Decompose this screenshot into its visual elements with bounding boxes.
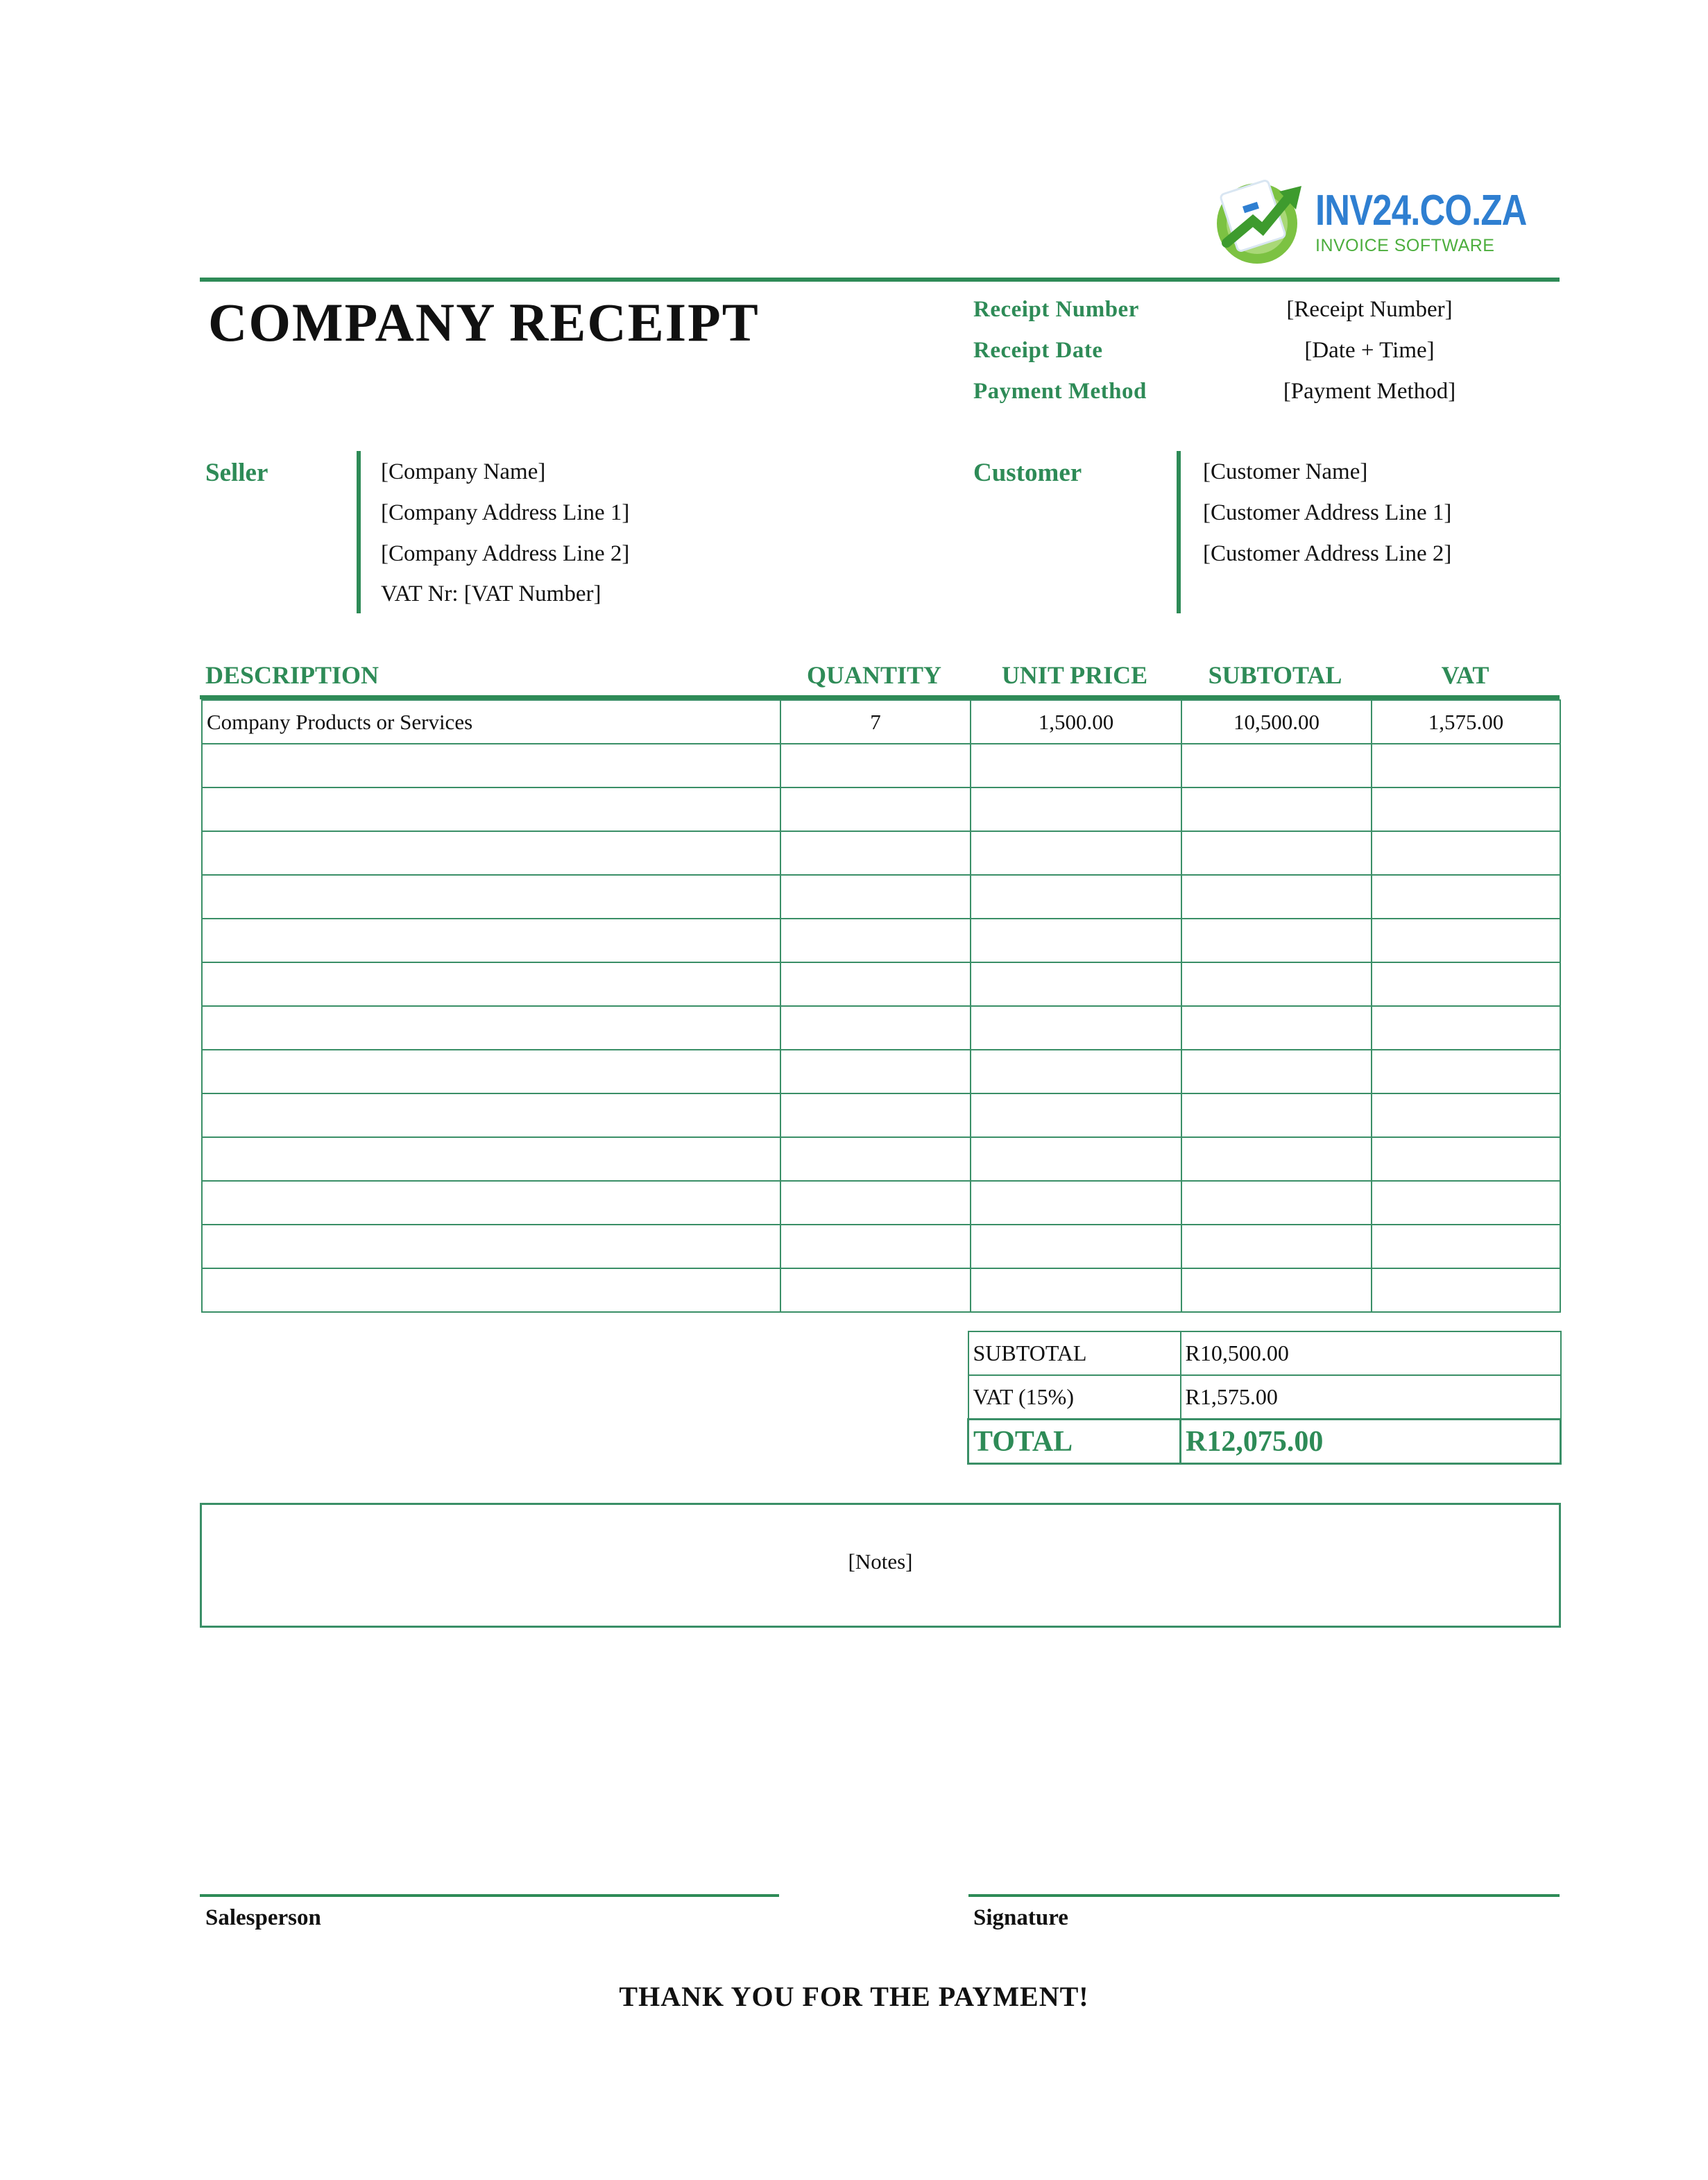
cell-unit-price — [971, 919, 1181, 962]
cell-unit-price — [971, 1093, 1181, 1137]
cell-description — [202, 875, 780, 919]
cell-description — [202, 962, 780, 1006]
table-row — [202, 1050, 1560, 1093]
signature-label: Signature — [973, 1905, 1068, 1930]
receipt-number-label: Receipt Number — [973, 297, 1139, 322]
cell-unit-price — [971, 1181, 1181, 1225]
cell-subtotal — [1181, 787, 1372, 831]
cell-quantity — [780, 744, 971, 787]
cell-subtotal — [1181, 831, 1372, 875]
cell-vat — [1372, 919, 1560, 962]
cell-vat — [1372, 1225, 1560, 1268]
table-row — [202, 831, 1560, 875]
cell-subtotal — [1181, 1268, 1372, 1312]
cell-unit-price — [971, 1137, 1181, 1181]
line-items-table — [201, 699, 1561, 1313]
cell-description — [202, 1225, 780, 1268]
table-row — [202, 1181, 1560, 1225]
cell-vat: 1,575.00 — [1372, 700, 1560, 744]
cell-subtotal — [1181, 1181, 1372, 1225]
cell-vat — [1372, 1181, 1560, 1225]
seller-label: Seller — [205, 459, 268, 487]
seller-address-line-2: [Company Address Line 2] — [381, 541, 630, 566]
customer-address-line-1: [Customer Address Line 1] — [1203, 500, 1452, 525]
vat-row — [968, 1375, 1561, 1420]
customer-name: [Customer Name] — [1203, 459, 1368, 484]
cell-quantity: 7 — [780, 700, 971, 744]
column-header-quantity: QUANTITY — [806, 661, 942, 689]
cell-quantity — [780, 1050, 971, 1093]
table-row — [202, 875, 1560, 919]
subtotal-label: SUBTOTAL — [968, 1331, 1181, 1375]
total-row — [968, 1420, 1561, 1464]
table-row — [202, 787, 1560, 831]
thank-you-message: THANK YOU FOR THE PAYMENT! — [619, 1981, 1089, 2012]
cell-unit-price — [971, 962, 1181, 1006]
cell-description — [202, 1268, 780, 1312]
receipt-number-value: [Receipt Number] — [1286, 297, 1453, 322]
receipt-date-value: [Date + Time] — [1304, 338, 1435, 363]
cell-quantity — [780, 1225, 971, 1268]
cell-subtotal: 10,500.00 — [1181, 700, 1372, 744]
cell-description — [202, 1050, 780, 1093]
cell-description — [202, 1181, 780, 1225]
cell-description — [202, 1006, 780, 1050]
cell-vat — [1372, 875, 1560, 919]
subtotal-row — [968, 1331, 1561, 1375]
cell-subtotal — [1181, 1093, 1372, 1137]
cell-subtotal — [1181, 744, 1372, 787]
table-row — [202, 962, 1560, 1006]
customer-address-line-2: [Customer Address Line 2] — [1203, 541, 1452, 566]
cell-vat — [1372, 962, 1560, 1006]
cell-unit-price — [971, 1225, 1181, 1268]
seller-vat-number: VAT Nr: [VAT Number] — [381, 581, 601, 606]
cell-unit-price: 1,500.00 — [971, 700, 1181, 744]
logo-icon — [1213, 172, 1310, 266]
vat-value: R1,575.00 — [1181, 1375, 1561, 1420]
column-header-subtotal: SUBTOTAL — [1208, 661, 1342, 689]
cell-description — [202, 1093, 780, 1137]
cell-unit-price — [971, 1268, 1181, 1312]
signature-line — [968, 1894, 1560, 1897]
cell-quantity — [780, 1181, 971, 1225]
table-row — [202, 1225, 1560, 1268]
logo-tagline: INVOICE SOFTWARE — [1315, 236, 1495, 255]
cell-quantity — [780, 919, 971, 962]
cell-vat — [1372, 1268, 1560, 1312]
page-title: COMPANY RECEIPT — [208, 292, 760, 352]
cell-subtotal — [1181, 962, 1372, 1006]
total-value: R12,075.00 — [1181, 1420, 1561, 1464]
salesperson-label: Salesperson — [205, 1905, 321, 1930]
total-label: TOTAL — [968, 1420, 1181, 1464]
cell-description — [202, 744, 780, 787]
table-row — [202, 1093, 1560, 1137]
column-header-unit-price: UNIT PRICE — [1001, 661, 1148, 689]
cell-description — [202, 1137, 780, 1181]
seller-divider — [357, 451, 361, 613]
cell-vat — [1372, 1137, 1560, 1181]
cell-subtotal — [1181, 1225, 1372, 1268]
cell-subtotal — [1181, 1137, 1372, 1181]
seller-company-name: [Company Name] — [381, 459, 546, 484]
cell-quantity — [780, 831, 971, 875]
cell-quantity — [780, 1093, 971, 1137]
cell-subtotal — [1181, 1006, 1372, 1050]
column-header-description: DESCRIPTION — [205, 661, 379, 689]
cell-unit-price — [971, 1006, 1181, 1050]
header-divider — [200, 278, 1560, 282]
totals-table — [967, 1331, 1562, 1465]
cell-subtotal — [1181, 919, 1372, 962]
cell-quantity — [780, 1137, 971, 1181]
salesperson-line — [200, 1894, 779, 1897]
cell-vat — [1372, 787, 1560, 831]
logo-brand-text: INV24.CO.ZA — [1315, 187, 1527, 235]
column-header-vat: VAT — [1441, 661, 1489, 689]
payment-method-label: Payment Method — [973, 379, 1147, 404]
vat-label: VAT (15%) — [968, 1375, 1181, 1420]
notes-text: [Notes] — [848, 1549, 913, 1574]
cell-vat — [1372, 831, 1560, 875]
table-row — [202, 919, 1560, 962]
cell-description — [202, 831, 780, 875]
cell-description: Company Products or Services — [202, 700, 780, 744]
subtotal-value: R10,500.00 — [1181, 1331, 1561, 1375]
cell-vat — [1372, 744, 1560, 787]
cell-unit-price — [971, 1050, 1181, 1093]
cell-description — [202, 787, 780, 831]
seller-address-line-1: [Company Address Line 1] — [381, 500, 630, 525]
cell-vat — [1372, 1006, 1560, 1050]
table-row — [202, 744, 1560, 787]
receipt-date-label: Receipt Date — [973, 338, 1103, 363]
cell-unit-price — [971, 831, 1181, 875]
company-logo — [1213, 172, 1527, 266]
cell-vat — [1372, 1093, 1560, 1137]
cell-quantity — [780, 1006, 971, 1050]
payment-method-value: [Payment Method] — [1283, 379, 1456, 404]
customer-divider — [1177, 451, 1181, 613]
cell-unit-price — [971, 744, 1181, 787]
notes-box[interactable] — [200, 1503, 1561, 1628]
cell-subtotal — [1181, 875, 1372, 919]
table-row — [202, 1006, 1560, 1050]
customer-label: Customer — [973, 459, 1082, 487]
cell-description — [202, 919, 780, 962]
table-row — [202, 1137, 1560, 1181]
cell-unit-price — [971, 875, 1181, 919]
table-row — [202, 700, 1560, 744]
cell-quantity — [780, 875, 971, 919]
cell-subtotal — [1181, 1050, 1372, 1093]
cell-quantity — [780, 962, 971, 1006]
cell-unit-price — [971, 787, 1181, 831]
cell-vat — [1372, 1050, 1560, 1093]
table-row — [202, 1268, 1560, 1312]
cell-quantity — [780, 787, 971, 831]
cell-quantity — [780, 1268, 971, 1312]
